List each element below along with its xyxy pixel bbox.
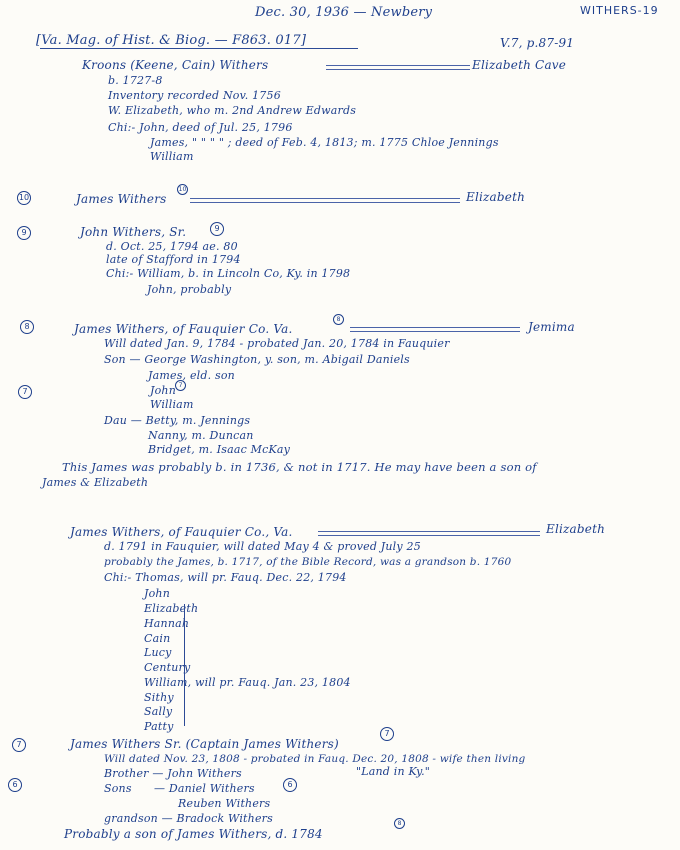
volume-reference: V.7, p.87-91 — [500, 36, 575, 50]
file-id: WITHERS-19 — [580, 4, 659, 17]
jamesb-child-8: William, will pr. Fauq. Jan. 23, 1804 — [144, 676, 351, 689]
james8-dau-1: Dau — Betty, m. Jennings — [104, 414, 251, 427]
jamesb-child-4: Hannah — [144, 617, 190, 630]
source-underline — [40, 48, 358, 49]
jamesb-head: James Withers, of Fauquier Co., Va. — [70, 525, 293, 539]
generation-number-circle: 6 — [8, 778, 22, 792]
james8-son-4: William — [150, 398, 194, 411]
generation-number-circle: 10 — [17, 191, 31, 205]
kroons-child-2: James, " " " " ; deed of Feb. 4, 1813; m. 1775 Chloe Jennings — [150, 136, 499, 149]
kroons-spouse: Elizabeth Cave — [472, 58, 567, 72]
superscript-number-circle: 6 — [283, 778, 297, 792]
jamesb-child-5: Cain — [144, 632, 171, 645]
superscript-number-circle: 7 — [380, 727, 394, 741]
date-line: Dec. 30, 1936 — Newbery — [255, 5, 433, 20]
superscript-number-circle: 8 — [333, 314, 344, 325]
james8-spouse: Jemima — [528, 320, 575, 334]
james8-will: Will dated Jan. 9, 1784 - probated Jan. 20, 1784 in Fauquier — [104, 337, 450, 350]
jamesb-line-1: d. 1791 in Fauquier, will dated May 4 & proved July 25 — [104, 540, 421, 553]
generation-number-circle: 7 — [12, 738, 26, 752]
marriage-line — [190, 198, 460, 203]
james8-head: James Withers, of Fauquier Co. Va. — [74, 322, 293, 336]
jamesb-child-11: Patty — [144, 720, 174, 733]
superscript-number-circle: 7 — [175, 380, 186, 391]
jamesb-child-10: Sally — [144, 705, 173, 718]
james8-son-3: John — [150, 384, 177, 397]
james7-sons-label: Sons — [104, 782, 132, 795]
james7-brother-note: "Land in Ky." — [356, 765, 431, 778]
marriage-line — [318, 531, 540, 536]
superscript-number-circle: 8 — [394, 818, 405, 829]
kroons-born: b. 1727-8 — [108, 74, 163, 87]
kroons-child-1: Chi:- John, deed of Jul. 25, 1796 — [108, 121, 293, 134]
james8-dau-3: Bridget, m. Isaac McKay — [148, 443, 291, 456]
john9-line-3: Chi:- William, b. in Lincoln Co, Ky. in 1798 — [106, 267, 351, 280]
kroons-child-3: William — [150, 150, 194, 163]
james10-head: James Withers — [76, 192, 167, 206]
jamesb-child-3: Elizabeth — [144, 602, 199, 615]
james7-probably: Probably a son of James Withers, d. 1784 — [64, 827, 323, 841]
james8-note-2: James & Elizabeth — [42, 476, 149, 489]
james7-brother: Brother — John Withers — [104, 767, 242, 780]
james10-spouse: Elizabeth — [466, 190, 526, 204]
jamesb-spouse: Elizabeth — [546, 522, 606, 536]
james7-head: James Withers Sr. (Captain James Withers) — [70, 737, 339, 751]
marriage-line — [326, 65, 470, 70]
kroons-widow: W. Elizabeth, who m. 2nd Andrew Edwards — [108, 104, 357, 117]
jamesb-line-2: probably the James, b. 1717, of the Bible Record, was a grandson b. 1760 — [104, 556, 512, 568]
superscript-number-circle: 10 — [178, 186, 187, 193]
james8-dau-2: Nanny, m. Duncan — [148, 429, 254, 442]
jamesb-child-2: John — [144, 587, 171, 600]
generation-number-circle: 7 — [18, 385, 32, 399]
jamesb-child-1: Chi:- Thomas, will pr. Fauq. Dec. 22, 1794 — [104, 571, 347, 584]
james8-son-1: Son — George Washington, y. son, m. Abigail Daniels — [104, 353, 410, 366]
superscript-number-circle: 9 — [210, 222, 224, 236]
james7-will: Will dated Nov. 23, 1808 - probated in Fauq. Dec. 20, 1808 - wife then living — [104, 753, 526, 765]
jamesb-child-7: Century — [144, 661, 191, 674]
john9-line-1: d. Oct. 25, 1794 ae. 80 — [106, 240, 238, 253]
kroons-inventory: Inventory recorded Nov. 1756 — [108, 89, 281, 102]
james8-son-2: James, eld. son — [148, 369, 235, 382]
jamesb-child-9: Sithy — [144, 691, 174, 704]
john9-line-4: John, probably — [147, 283, 232, 296]
generation-number-circle: 9 — [17, 226, 31, 240]
kroons-head: Kroons (Keene, Cain) Withers — [82, 58, 269, 72]
james7-son-2: Reuben Withers — [178, 797, 271, 810]
marriage-line — [350, 327, 520, 332]
james7-son-1: — Daniel Withers — [154, 782, 255, 795]
james7-grandson: grandson — Bradock Withers — [104, 812, 273, 825]
source-citation: [Va. Mag. of Hist. & Biog. — F863. 017] — [36, 33, 307, 48]
jamesb-child-6: Lucy — [144, 646, 172, 659]
james8-note-1: This James was probably b. in 1736, & not in 1717. He may have been a son of — [62, 460, 537, 474]
john9-head: John Withers, Sr. — [80, 225, 187, 239]
generation-number-circle: 8 — [20, 320, 34, 334]
john9-line-2: late of Stafford in 1794 — [106, 253, 241, 266]
children-bracket-line — [184, 604, 185, 726]
